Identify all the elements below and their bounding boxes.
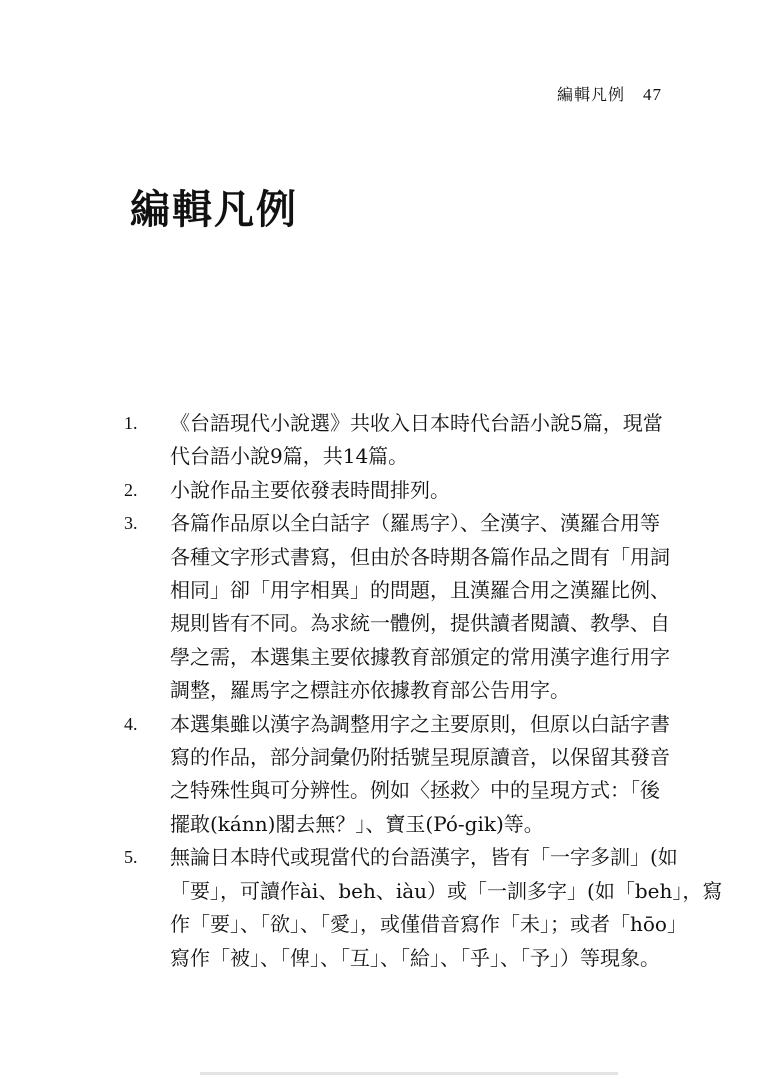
rule-text-line: 寫作「被」、「俾」、「互」、「給」、「乎」、「予」）等現象。: [170, 945, 660, 970]
rule-text-line: 寫的作品，部分詞彙仍附括號呈現原讀音，以保留其發音: [170, 745, 670, 770]
running-header-section: 編輯凡例: [556, 85, 625, 104]
rule-text-line: 《台語現代小說選》共收入日本時代台語小說5篇，現當: [170, 411, 663, 435]
rule-text-line: 無論日本時代或現當代的台語漢字，皆有「一字多訓」(如: [170, 845, 678, 870]
rule-number: 5.: [124, 847, 138, 868]
rule-item-2: [124, 474, 664, 507]
rule-text-line: 各篇作品原以全白話字（羅馬字）、全漢字、漢羅合用等: [170, 511, 660, 536]
rule-item-3: [124, 507, 670, 707]
rule-text-line: 學之需，本選集主要依據教育部頒定的常用漢字進行用字: [170, 644, 670, 669]
rule-text-line: 相同」卻「用字相異」的問題，且漢羅合用之漢羅比例、: [170, 578, 670, 603]
rule-text-line: 各種文字形式書寫，但由於各時期各篇作品之間有「用詞: [170, 544, 670, 569]
page-number: 47: [643, 85, 662, 104]
editorial-rules-list: [124, 407, 723, 975]
rule-text-line: 擺敢(kánn)閣去無？」、寶玉(Pó-gik)等。: [170, 811, 544, 836]
rule-text-line: 之特殊性與可分辨性。例如〈拯救〉中的呈現方式：「後: [170, 778, 660, 803]
rule-text-line: 作「要」、「欲」、「愛」，或僅借音寫作「未」；或者「hōo」: [170, 912, 687, 937]
rule-text-line: 「要」，可讀作ài、beh、iàu）或「一訓多字」(如「beh」，寫: [170, 878, 723, 903]
rule-number: 4.: [124, 713, 138, 734]
rule-number: 2.: [124, 479, 138, 500]
rule-text-line: 調整，羅馬字之標註亦依據教育部公告用字。: [170, 678, 570, 703]
rule-number: 1.: [124, 413, 138, 433]
rule-text-line: 本選集雖以漢字為調整用字之主要原則，但原以白話字書: [170, 711, 670, 736]
rule-text-line: 小說作品主要依發表時間排列。: [170, 477, 450, 502]
rule-number: 3.: [124, 513, 138, 534]
rule-text-line: 代台語小說9篇，共14篇。: [170, 444, 409, 469]
rule-item-4: [124, 708, 670, 842]
rule-text-line: 規則皆有不同。為求統一體例，提供讀者閱讀、教學、自: [170, 611, 670, 636]
rule-item-5: [124, 841, 723, 975]
page-title: 編輯凡例: [130, 186, 298, 233]
running-header: [557, 82, 662, 105]
rule-item-1: [124, 407, 664, 474]
